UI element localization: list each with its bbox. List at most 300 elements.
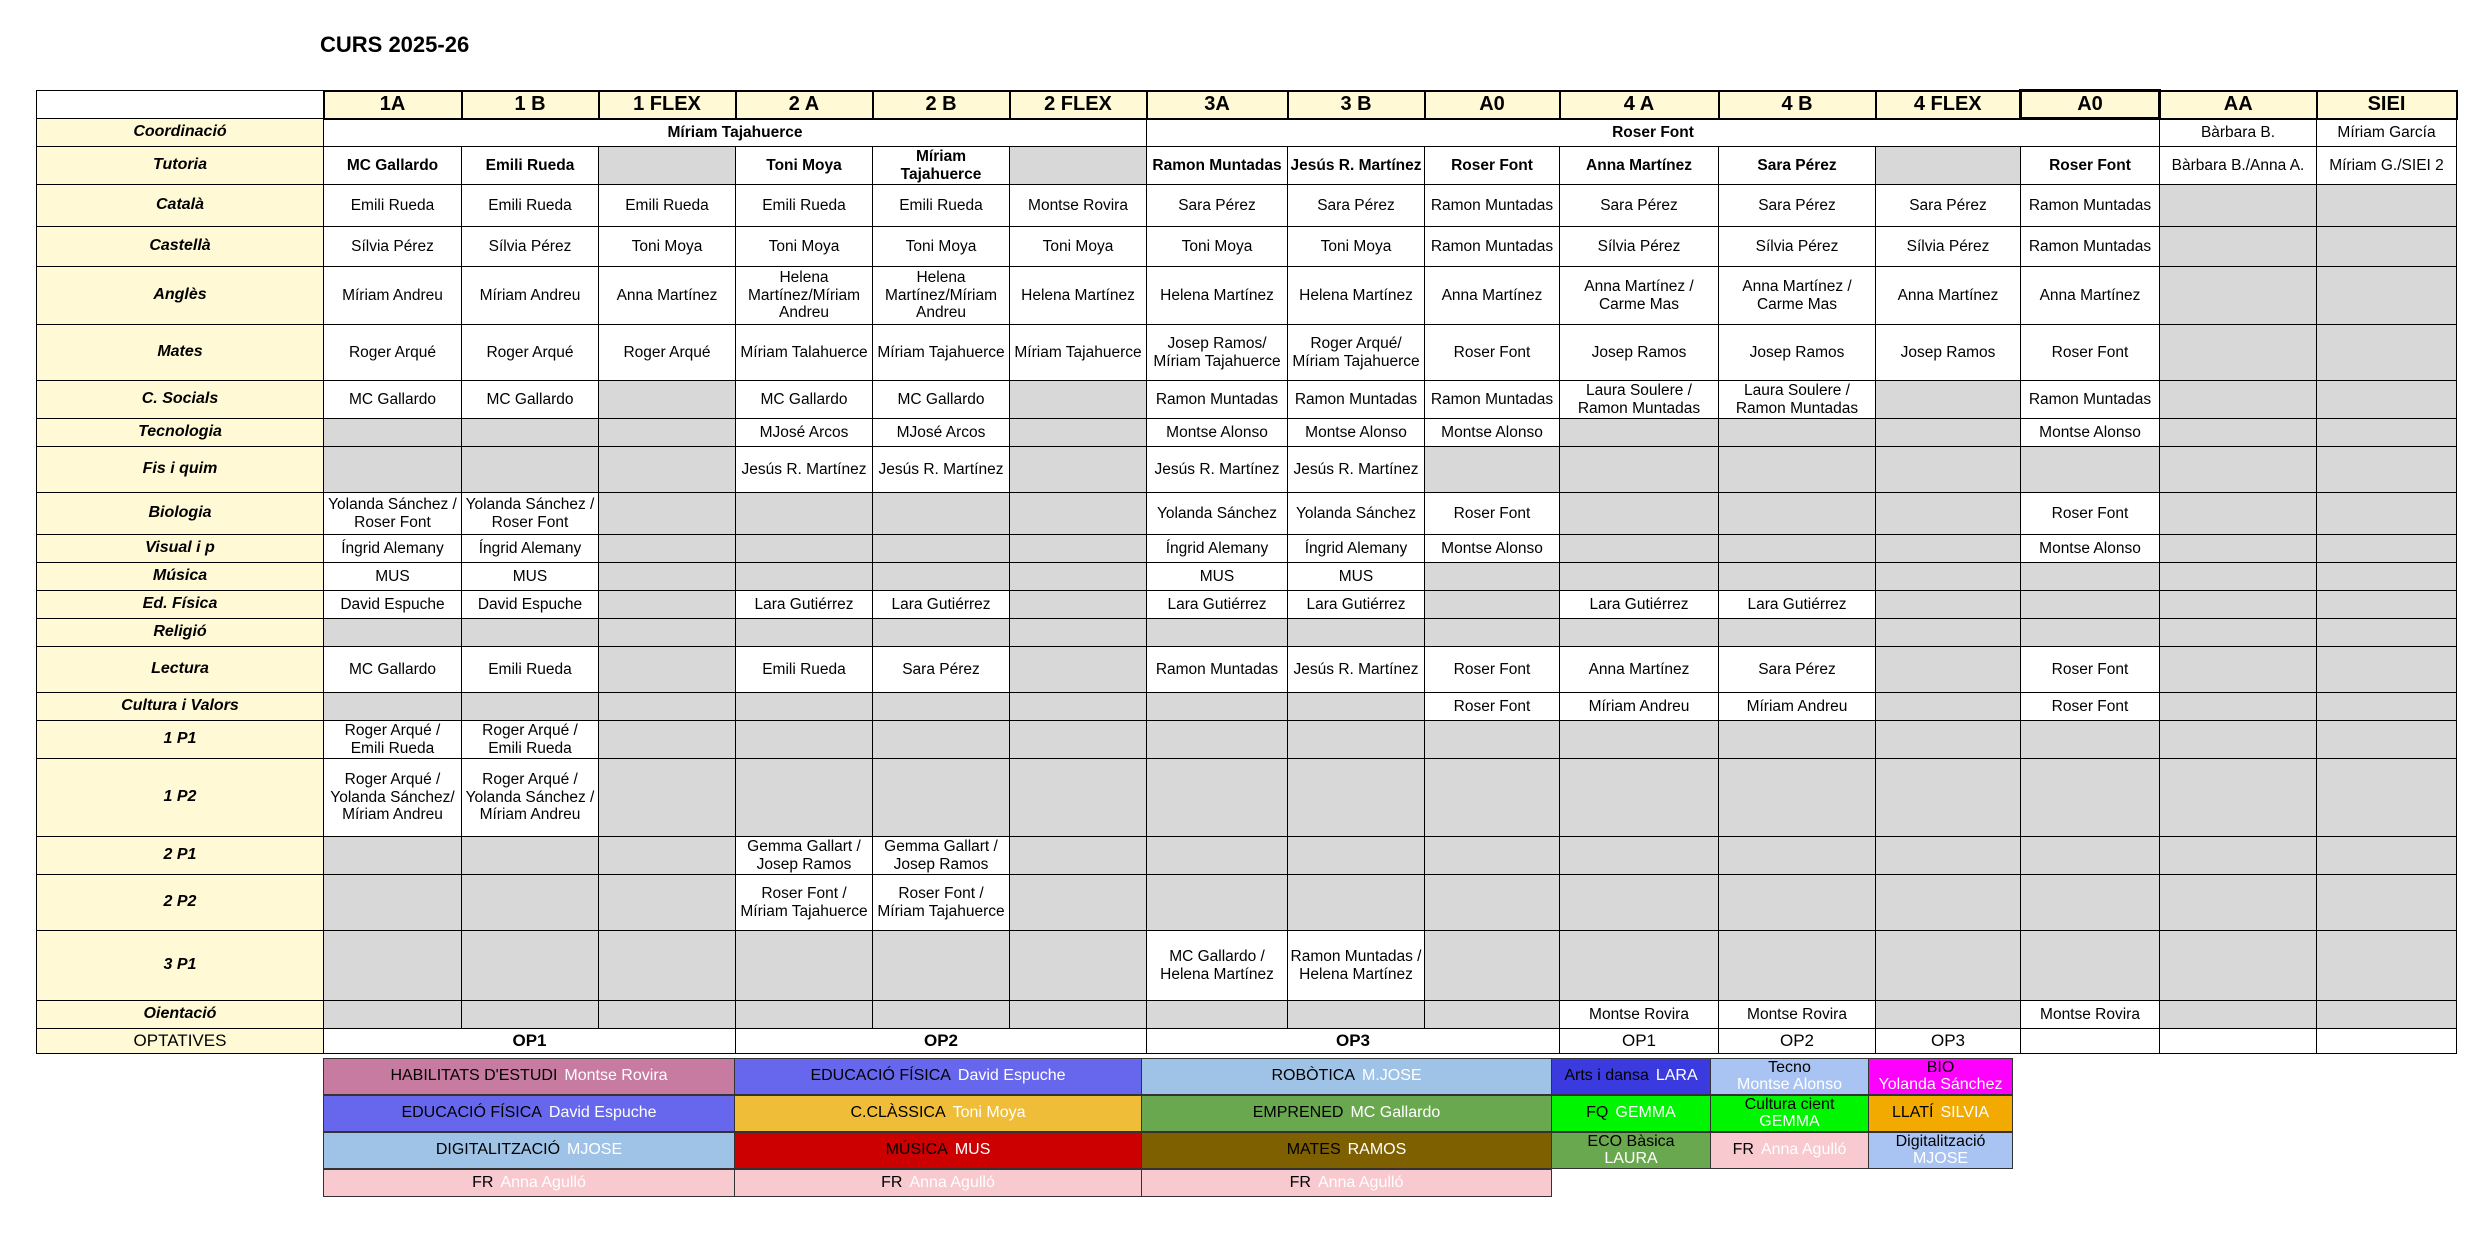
table-cell: Toni Moya: [873, 227, 1010, 267]
table-cell: [2021, 591, 2160, 619]
optative-block: [1551, 1095, 1711, 1132]
table-cell: Helena Martínez: [1147, 267, 1288, 325]
table-cell: Sara Pérez: [1719, 147, 1876, 185]
table-cell: Yolanda Sánchez: [1147, 493, 1288, 535]
optative-subject: DIGITALITZACIÓ: [435, 1141, 561, 1159]
table-cell: Íngrid Alemany: [1288, 535, 1425, 563]
optative-block: [1141, 1169, 1552, 1197]
table-cell: Anna Martínez: [2021, 267, 2160, 325]
table-cell: [2160, 837, 2317, 875]
page-title: CURS 2025-26: [320, 32, 470, 57]
table-cell: [1560, 447, 1719, 493]
table-cell: Jesús R. Martínez: [1288, 647, 1425, 693]
table-cell: [1425, 563, 1560, 591]
row-label: Tecnologia: [37, 419, 324, 447]
table-cell: Toni Moya: [1288, 227, 1425, 267]
table-cell: [736, 1001, 873, 1029]
table-cell: [1560, 419, 1719, 447]
table-cell: [1010, 931, 1147, 1001]
table-cell: [462, 1001, 599, 1029]
table-cell: Roser Font: [2021, 647, 2160, 693]
table-cell: Ramon Muntadas: [1425, 185, 1560, 227]
header-corner: [37, 91, 324, 119]
optative-subject: Arts i dansa: [1564, 1067, 1649, 1085]
table-cell: [2160, 619, 2317, 647]
table-cell: [2160, 227, 2317, 267]
table-cell: Emili Rueda: [462, 647, 599, 693]
op2b-header: OP2: [1719, 1029, 1876, 1054]
table-cell: [599, 721, 736, 759]
row-label: C. Socials: [37, 381, 324, 419]
table-cell: [1560, 493, 1719, 535]
table-cell: [1288, 1001, 1425, 1029]
row-label: 2 P2: [37, 875, 324, 931]
table-cell: [2317, 837, 2457, 875]
table-cell: [1876, 563, 2021, 591]
table-cell: Josep Ramos: [1876, 325, 2021, 381]
table-cell: [2317, 325, 2457, 381]
table-cell: Yolanda Sánchez: [1288, 493, 1425, 535]
table-cell: [1010, 147, 1147, 185]
table-cell: [1288, 693, 1425, 721]
table-cell: [2160, 447, 2317, 493]
table-cell: Sara Pérez: [1719, 647, 1876, 693]
optative-block: [734, 1169, 1142, 1197]
table-cell: Montse Alonso: [1288, 419, 1425, 447]
table-cell: [2021, 619, 2160, 647]
optative-teacher: Montse Alonso: [1737, 1075, 1842, 1093]
table-cell: [1560, 931, 1719, 1001]
optative-teacher: MJOSE: [1912, 1149, 1969, 1167]
table-cell: Lara Gutiérrez: [1288, 591, 1425, 619]
table-cell: Montse Alonso: [1147, 419, 1288, 447]
table-cell: [1010, 381, 1147, 419]
optative-block: [734, 1095, 1142, 1132]
table-cell: Josep Ramos: [1719, 325, 1876, 381]
table-cell: Lara Gutiérrez: [736, 591, 873, 619]
table-cell: MC Gallardo / Helena Martínez: [1147, 931, 1288, 1001]
table-cell: [1010, 419, 1147, 447]
optative-teacher: Yolanda Sánchez: [1878, 1075, 2003, 1093]
table-cell: Montse Alonso: [2021, 419, 2160, 447]
optative-subject: FR: [881, 1173, 903, 1191]
table-cell: Josep Ramos/ Míriam Tajahuerce: [1147, 325, 1288, 381]
table-cell: [599, 381, 736, 419]
optative-subject: Tecno: [1768, 1058, 1811, 1076]
table-cell: MC Gallardo: [736, 381, 873, 419]
table-cell: [599, 693, 736, 721]
optative-block: [1868, 1132, 2013, 1169]
table-cell: [2160, 535, 2317, 563]
table-cell: [1560, 535, 1719, 563]
table-row: [37, 563, 2457, 591]
table-cell: Míriam Tajahuerce: [873, 147, 1010, 185]
column-header: 1 FLEX: [599, 91, 736, 119]
table-cell: Roger Arqué: [324, 325, 462, 381]
optative-teacher: GEMMA: [1615, 1104, 1676, 1122]
table-cell: [2160, 419, 2317, 447]
optatives-label: OPTATIVES: [37, 1029, 324, 1054]
optatives-empty: [2160, 1029, 2317, 1054]
table-cell: Roger Arqué / Yolanda Sánchez/ Míriam Andreu: [324, 759, 462, 837]
row-label: Coordinació: [37, 119, 324, 147]
row-label: Oientació: [37, 1001, 324, 1029]
table-cell: Emili Rueda: [599, 185, 736, 227]
table-cell: [1719, 721, 1876, 759]
table-cell: [1560, 875, 1719, 931]
table-cell: Míriam Talahuerce: [736, 325, 873, 381]
table-cell: Sara Pérez: [1719, 185, 1876, 227]
table-cell: [2160, 325, 2317, 381]
coordinator-siei: Míriam García: [2317, 119, 2457, 147]
optative-teacher: Anna Agulló: [1760, 1141, 1847, 1159]
table-cell: [1425, 591, 1560, 619]
table-cell: [2021, 563, 2160, 591]
table-cell: [1288, 875, 1425, 931]
optative-block: [1710, 1095, 1869, 1132]
table-cell: [1147, 837, 1288, 875]
table-cell: [1876, 419, 2021, 447]
row-label: Anglès: [37, 267, 324, 325]
table-cell: Roger Arqué / Emili Rueda: [324, 721, 462, 759]
table-cell: [2160, 185, 2317, 227]
table-cell: Roser Font: [1425, 693, 1560, 721]
table-cell: MC Gallardo: [324, 647, 462, 693]
table-cell: [1147, 1001, 1288, 1029]
optative-subject: MÚSICA: [885, 1141, 948, 1159]
table-cell: [1010, 837, 1147, 875]
row-label: Visual i p: [37, 535, 324, 563]
table-cell: Roger Arqué / Yolanda Sánchez / Míriam Andreu: [462, 759, 599, 837]
table-cell: [599, 419, 736, 447]
table-cell: [1147, 759, 1288, 837]
table-cell: Ramon Muntadas / Helena Martínez: [1288, 931, 1425, 1001]
table-row: [37, 591, 2457, 619]
table-cell: [2317, 185, 2457, 227]
table-cell: [462, 619, 599, 647]
table-cell: [1876, 591, 2021, 619]
optative-block: [323, 1095, 735, 1132]
table-cell: Jesús R. Martínez: [1147, 447, 1288, 493]
table-cell: [599, 147, 736, 185]
optative-teacher: Anna Agulló: [500, 1173, 586, 1191]
table-cell: Montse Alonso: [1425, 419, 1560, 447]
table-cell: [1010, 493, 1147, 535]
table-cell: [462, 419, 599, 447]
optative-teacher: Toni Moya: [952, 1104, 1026, 1122]
table-cell: [1425, 447, 1560, 493]
table-cell: [599, 493, 736, 535]
table-cell: [1876, 837, 2021, 875]
optative-teacher: David Espuche: [548, 1104, 657, 1122]
table-cell: Gemma Gallart / Josep Ramos: [873, 837, 1010, 875]
table-cell: Jesús R. Martínez: [1288, 147, 1425, 185]
table-cell: [1876, 875, 2021, 931]
table-cell: Roser Font: [2021, 693, 2160, 721]
table-cell: [736, 759, 873, 837]
table-cell: Íngrid Alemany: [462, 535, 599, 563]
coordinator-aa: Bàrbara B.: [2160, 119, 2317, 147]
table-row: [37, 147, 2457, 185]
table-cell: David Espuche: [324, 591, 462, 619]
optative-subject: MATES: [1286, 1141, 1341, 1159]
table-cell: [599, 591, 736, 619]
column-header: AA: [2160, 91, 2317, 119]
table-cell: [2317, 227, 2457, 267]
table-cell: [324, 619, 462, 647]
table-cell: Montse Rovira: [1719, 1001, 1876, 1029]
table-cell: Íngrid Alemany: [1147, 535, 1288, 563]
table-cell: [599, 759, 736, 837]
optative-teacher: David Espuche: [957, 1067, 1066, 1085]
table-cell: [1876, 535, 2021, 563]
op1b-header: OP1: [1560, 1029, 1719, 1054]
table-cell: Anna Martínez: [599, 267, 736, 325]
table-cell: [1719, 563, 1876, 591]
table-cell: [462, 693, 599, 721]
table-cell: [324, 875, 462, 931]
table-cell: [1288, 721, 1425, 759]
table-cell: [599, 619, 736, 647]
table-cell: [1719, 931, 1876, 1001]
column-header: 2 FLEX: [1010, 91, 1147, 119]
table-cell: [1560, 721, 1719, 759]
table-cell: Anna Martínez: [1560, 647, 1719, 693]
optative-subject: FR: [472, 1173, 494, 1191]
table-cell: Roger Arqué / Emili Rueda: [462, 721, 599, 759]
table-cell: [873, 535, 1010, 563]
table-cell: [2317, 419, 2457, 447]
table-cell: [1876, 647, 2021, 693]
table-cell: [1147, 619, 1288, 647]
table-cell: Jesús R. Martínez: [736, 447, 873, 493]
table-cell: [1876, 619, 2021, 647]
table-cell: [2160, 931, 2317, 1001]
table-cell: [1010, 447, 1147, 493]
table-row: [37, 693, 2457, 721]
table-cell: David Espuche: [462, 591, 599, 619]
table-cell: [599, 647, 736, 693]
optative-subject: ECO Bàsica: [1587, 1132, 1675, 1150]
optative-subject: FQ: [1586, 1104, 1609, 1122]
table-cell: [1010, 647, 1147, 693]
optative-subject: LLATÍ: [1891, 1104, 1934, 1122]
column-header: 4 A: [1560, 91, 1719, 119]
table-row: [37, 759, 2457, 837]
table-cell: Anna Martínez / Carme Mas: [1560, 267, 1719, 325]
row-label: Mates: [37, 325, 324, 381]
table-cell: Sara Pérez: [1147, 185, 1288, 227]
table-cell: Helena Martínez/Míriam Andreu: [873, 267, 1010, 325]
table-cell: [1876, 931, 2021, 1001]
table-cell: Montse Rovira: [2021, 1001, 2160, 1029]
table-cell: Roser Font: [2021, 493, 2160, 535]
column-header: 4 B: [1719, 91, 1876, 119]
row-label: 1 P1: [37, 721, 324, 759]
table-cell: [873, 759, 1010, 837]
table-cell: Emili Rueda: [462, 185, 599, 227]
table-cell: MC Gallardo: [873, 381, 1010, 419]
table-cell: [1560, 619, 1719, 647]
table-cell: Íngrid Alemany: [324, 535, 462, 563]
table-cell: [873, 619, 1010, 647]
row-label: 2 P1: [37, 837, 324, 875]
table-cell: [736, 721, 873, 759]
table-cell: Ramon Muntadas: [1147, 381, 1288, 419]
optative-block: [1141, 1058, 1552, 1095]
table-cell: Lara Gutiérrez: [1147, 591, 1288, 619]
table-cell: Míriam Andreu: [1719, 693, 1876, 721]
table-cell: [1876, 693, 2021, 721]
column-header: A0: [1425, 91, 1560, 119]
table-cell: [2317, 1001, 2457, 1029]
table-cell: [1876, 721, 2021, 759]
table-cell: [2021, 721, 2160, 759]
table-cell: Roser Font: [1425, 325, 1560, 381]
table-cell: [2021, 837, 2160, 875]
row-label: Religió: [37, 619, 324, 647]
table-row: [37, 535, 2457, 563]
row-label: Cultura i Valors: [37, 693, 324, 721]
optative-teacher: GEMMA: [1759, 1112, 1820, 1130]
optative-teacher: MJOSE: [567, 1141, 623, 1159]
table-row: [37, 227, 2457, 267]
optative-subject: EDUCACIÓ FÍSICA: [401, 1104, 542, 1122]
table-cell: [2317, 619, 2457, 647]
table-cell: Montse Rovira: [1560, 1001, 1719, 1029]
column-header: SIEI: [2317, 91, 2457, 119]
table-cell: [1010, 721, 1147, 759]
table-cell: [599, 535, 736, 563]
row-label: Música: [37, 563, 324, 591]
schedule-table: [36, 89, 2458, 1054]
table-cell: Montse Rovira: [1010, 185, 1147, 227]
table-cell: Helena Martínez: [1010, 267, 1147, 325]
table-cell: MUS: [462, 563, 599, 591]
table-cell: [599, 447, 736, 493]
table-cell: Yolanda Sánchez / Roser Font: [324, 493, 462, 535]
table-cell: [462, 931, 599, 1001]
table-cell: Josep Ramos: [1560, 325, 1719, 381]
optative-block: [323, 1169, 735, 1197]
table-cell: [2317, 721, 2457, 759]
table-cell: Lara Gutiérrez: [1719, 591, 1876, 619]
optative-block: [1141, 1095, 1552, 1132]
table-row: [37, 837, 2457, 875]
table-cell: Roser Font / Míriam Tajahuerce: [873, 875, 1010, 931]
optative-subject: Digitalització: [1895, 1132, 1986, 1150]
table-row: [37, 931, 2457, 1001]
table-cell: Roser Font: [2021, 325, 2160, 381]
column-header: A0: [2021, 91, 2160, 119]
table-cell: [462, 875, 599, 931]
row-label: Ed. Física: [37, 591, 324, 619]
table-cell: [324, 837, 462, 875]
column-header: 2 B: [873, 91, 1010, 119]
row-label: 1 P2: [37, 759, 324, 837]
table-cell: Míriam Andreu: [462, 267, 599, 325]
table-cell: [1425, 759, 1560, 837]
table-cell: [1719, 619, 1876, 647]
table-cell: [1876, 1001, 2021, 1029]
table-cell: [1010, 619, 1147, 647]
table-cell: [599, 1001, 736, 1029]
table-cell: [1719, 419, 1876, 447]
table-cell: Roger Arqué: [599, 325, 736, 381]
table-cell: MUS: [1147, 563, 1288, 591]
table-cell: Helena Martínez/Míriam Andreu: [736, 267, 873, 325]
table-cell: Bàrbara B./Anna A.: [2160, 147, 2317, 185]
optative-teacher: SILVIA: [1940, 1104, 1990, 1122]
table-cell: Sílvia Pérez: [1719, 227, 1876, 267]
table-cell: MC Gallardo: [462, 381, 599, 419]
row-label: Català: [37, 185, 324, 227]
coordinacio-row: [37, 119, 2457, 147]
table-cell: [2160, 267, 2317, 325]
table-cell: [2317, 493, 2457, 535]
table-cell: [1010, 535, 1147, 563]
table-cell: [1425, 875, 1560, 931]
table-cell: Anna Martínez: [1560, 147, 1719, 185]
row-label: Biologia: [37, 493, 324, 535]
table-cell: [2160, 647, 2317, 693]
table-cell: [1147, 693, 1288, 721]
table-row: [37, 381, 2457, 419]
table-row: [37, 721, 2457, 759]
table-cell: [2317, 875, 2457, 931]
table-cell: Sílvia Pérez: [1876, 227, 2021, 267]
optatives-empty: [2021, 1029, 2160, 1054]
table-cell: [1010, 563, 1147, 591]
table-cell: [1719, 447, 1876, 493]
table-cell: Emili Rueda: [873, 185, 1010, 227]
optative-subject: FR: [1289, 1173, 1311, 1191]
table-cell: Helena Martínez: [1288, 267, 1425, 325]
table-cell: Roser Font: [1425, 647, 1560, 693]
table-cell: Toni Moya: [736, 147, 873, 185]
column-header: 3 B: [1288, 91, 1425, 119]
table-cell: [2160, 493, 2317, 535]
table-cell: [2317, 647, 2457, 693]
table-cell: Ramon Muntadas: [1425, 381, 1560, 419]
optative-subject: FR: [1732, 1141, 1754, 1159]
table-cell: Anna Martínez: [1425, 267, 1560, 325]
table-cell: [1147, 721, 1288, 759]
column-header: 1 B: [462, 91, 599, 119]
optative-block: [1710, 1132, 1869, 1169]
table-cell: [2160, 591, 2317, 619]
optative-block: [1710, 1058, 1869, 1095]
table-cell: [736, 619, 873, 647]
table-cell: [324, 931, 462, 1001]
coordinator-group-1: Míriam Tajahuerce: [324, 119, 1147, 147]
table-cell: Toni Moya: [1010, 227, 1147, 267]
table-cell: [1876, 759, 2021, 837]
optative-subject: BIO: [1926, 1058, 1955, 1076]
table-cell: [2021, 759, 2160, 837]
table-cell: [1719, 837, 1876, 875]
table-cell: Lara Gutiérrez: [873, 591, 1010, 619]
table-cell: Lara Gutiérrez: [1560, 591, 1719, 619]
row-label: 3 P1: [37, 931, 324, 1001]
table-cell: Ramon Muntadas: [2021, 227, 2160, 267]
table-cell: [2021, 875, 2160, 931]
table-cell: Sílvia Pérez: [462, 227, 599, 267]
table-cell: [2021, 447, 2160, 493]
table-cell: [736, 931, 873, 1001]
table-cell: Sara Pérez: [1560, 185, 1719, 227]
table-row: [37, 619, 2457, 647]
